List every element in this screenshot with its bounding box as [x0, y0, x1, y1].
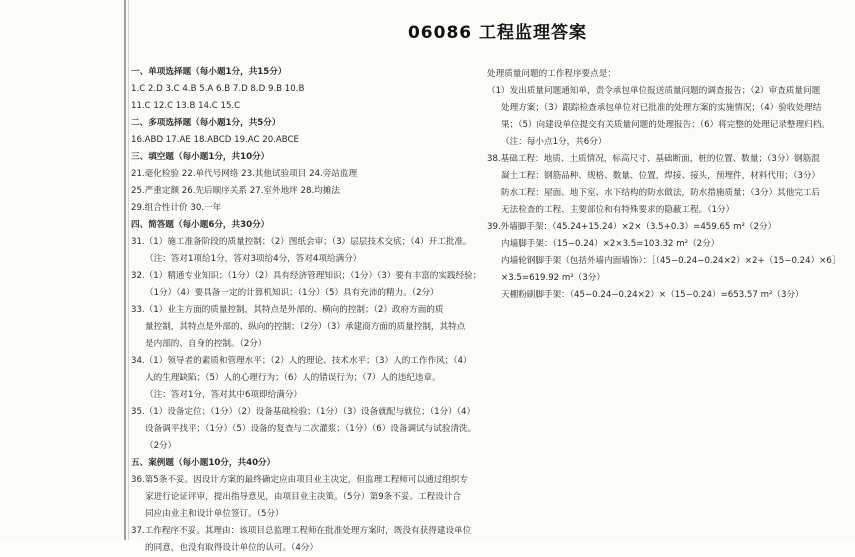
answer-line: 33.（1）业主方面的质量控制，其特点是外部的、横向的控制；（2）政府方面的质	[131, 305, 444, 315]
answer-line: 29.组合性计价 30.一年	[131, 203, 222, 213]
answer-line: （1分）（4）要具备一定的计算机知识；（1分）（5）具有充沛的精力。（2分）	[145, 288, 439, 298]
answer-line: 1.C 2.D 3.C 4.B 5.A 6.B 7.D 8.D 9.B 10.B	[131, 84, 305, 94]
answer-line: 25.严重定额 26.先后顺序关系 27.室外地坪 28.均摊法	[131, 186, 340, 196]
answer-line: 量控制，其特点是外部的、纵向的控制；（2分）（3）承建商方面的质量控制，其特点	[145, 322, 466, 332]
answer-line: 家进行论证评审，提出指导意见，由项目业主决策。（5分）第9条不妥。工程设计合	[145, 492, 462, 502]
answer-line: 36.第5条不妥。因设计方案的最终确定应由项目业主决定，但监理工程师可以通过组织专	[131, 475, 469, 485]
page-binding-edge	[124, 0, 126, 540]
section-heading: 四、简答题（每小题6分，共30分）	[131, 220, 270, 230]
answer-line: 35.（1）设备定位；（1分）（2）设备基础检验；（1分）（3）设备就配与就位；（1分）（4）	[131, 407, 476, 417]
section-heading: 一、单项选择题（每小题1分，共15分）	[131, 67, 287, 77]
answer-line: ×3.5=619.92 m²（3分）	[501, 273, 605, 283]
document-title: 06086 工程监理答案	[407, 23, 588, 43]
answer-line: 是内部的、自身的控制。（2分）	[145, 339, 267, 349]
answer-line: 处理质量问题的工作程序要点是：	[487, 69, 616, 79]
answer-line: 的同意，也没有取得设计单位的认可。（4分）	[145, 543, 319, 553]
answer-line: 38.基础工程：地质、土质情况，标高尺寸、基础断面，桩的位置、数量；（3分）钢筋混	[487, 154, 820, 164]
answer-line: 31.（1）施工准备阶段的质量控制；（2）图纸会审；（3）层层技术交底；（4）开工批准。	[131, 237, 472, 247]
left-column	[131, 64, 481, 557]
answer-line: 处理方案；（3）跟踪检查承包单位对已批准的处理方案的实施情况；（4）验收处理结	[501, 103, 822, 113]
answer-line: 设备调平找平；（1分）（5）设备的复查与二次灌浆；（1分）（6）设备调试与试验清洗。	[145, 424, 477, 434]
answer-line: 16.ABD 17.AE 18.ABCD 19.AC 20.ABCE	[131, 135, 299, 145]
answer-line: 凝土工程：钢筋品种、规格、数量、位置，焊接、接头，预埋件，材料代用；（3分）	[501, 171, 821, 181]
answer-line: 天棚粉刷脚手架：（45−0.24−0.24×2）×（15−0.24）=653.57 m²（3分）	[501, 290, 804, 300]
answer-line: 无法检查的工程、主要部位和有特殊要求的隐蔽工程。（1分）	[501, 205, 735, 215]
answer-line: 37.工作程序不妥。其理由：该项目总监理工程师在批准处理方案时，既没有获得建设单位	[131, 526, 472, 536]
answer-line: 11.C 12.C 13.B 14.C 15.C	[131, 101, 241, 111]
answer-line: （注：答对1项给1分，答对3项给4分，答对4项给满分）	[145, 254, 362, 264]
answer-line: 32.（1）精通专业知识；（1分）（2）具有经济管理知识；（1分）（3）要有丰富的实践经验；	[131, 271, 481, 281]
answer-line: 21.毫化检验 22.单代号网络 23.其他试验项目 24.旁站监理	[131, 169, 358, 179]
answer-line: 人的生理缺陷；（5）人的心理行为；（6）人的错误行为；（7）人的违纪违章。	[145, 373, 441, 383]
answer-line: 34.（1）领导者的素质和管理水平；（2）人的理论、技术水平；（3）人的工作作风；（4）	[131, 356, 472, 366]
section-heading: 三、填空题（每小题1分，共10分）	[131, 152, 270, 162]
section-heading: 二、多项选择题（每小题1分，共5分）	[131, 118, 281, 128]
answer-line: 同应由业主和设计单位签订。（5分）	[145, 509, 284, 519]
answer-line: （注：答对1分，答对其中6项即给满分）	[145, 390, 303, 400]
answer-line: 果；（5）向建设单位提交有关质量问题的处理报告；（6）将完整的处理记录整理归档。	[501, 120, 830, 130]
answer-line: 内墙轮钢脚手架（包括外墙内面墙饰）：［（45−0.24−0.24×2）×2+（15−0.24）×6］	[501, 256, 841, 266]
answer-line: （2分）	[145, 441, 177, 451]
answer-line: （注：每小点1分，共6分）	[501, 137, 607, 147]
answer-line: （1）发出质量问题通知单，责令承包单位报送质量问题的调查报告；（2）审查质量问题	[487, 86, 821, 96]
right-column	[487, 66, 845, 304]
page-binding-edge-shadow	[128, 0, 129, 540]
section-heading: 五、案例题（每小题10分，共40分）	[131, 458, 276, 468]
answer-line: 内墙脚手架：（15−0.24）×2×3.5=103.32 m²（2分）	[501, 239, 720, 249]
answer-line: 39.外墙脚手架：（45.24+15.24）×2×（3.5+0.3）=459.65 m²（2分）	[487, 222, 777, 232]
answer-line: 防水工程：屋面、地下室、水下结构的防水做法，防水措施质量；（3分）其他完工后	[501, 188, 821, 198]
